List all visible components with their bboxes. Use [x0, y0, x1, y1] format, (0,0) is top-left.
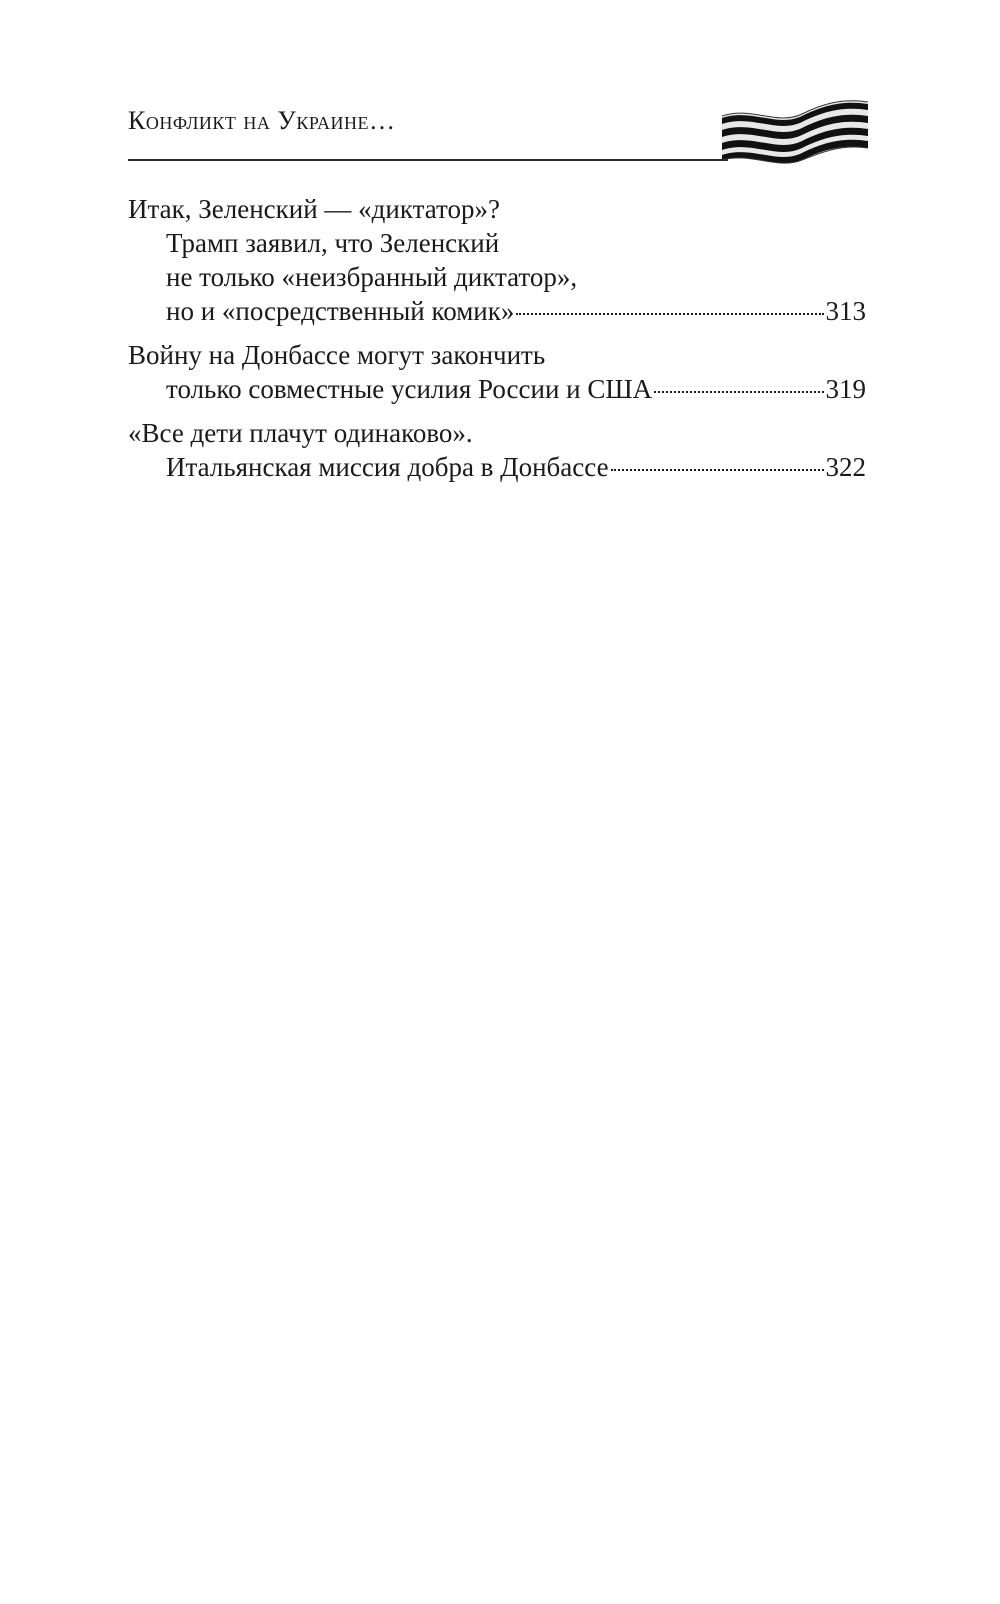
- toc-entry-last-line: [128, 372, 866, 406]
- toc-entry-last-line: [128, 294, 866, 328]
- toc-entry-last-line: [128, 450, 866, 484]
- page-number: 319: [825, 374, 866, 404]
- toc-entry-subtitle: только совместные усилия России и США: [166, 374, 653, 404]
- st-george-ribbon-icon: [722, 96, 868, 170]
- toc-entry[interactable]: [128, 416, 866, 484]
- dot-leader: [611, 469, 824, 471]
- toc-entry-subtitle: Трамп заявил, что Зеленский: [166, 228, 500, 258]
- toc-entry-subtitle: но и «посредственный комик»: [166, 296, 515, 326]
- dot-leader: [516, 313, 823, 315]
- page-number: 322: [825, 452, 866, 482]
- toc-entry-title: Итак, Зеленский — «диктатор»?: [128, 194, 500, 224]
- toc-entry-title: «Все дети плачут одинаково».: [128, 418, 473, 448]
- toc-entry[interactable]: [128, 338, 866, 406]
- toc-entry[interactable]: [128, 192, 866, 328]
- toc-entry-subtitle: не только «неизбранный диктатор»,: [166, 262, 578, 292]
- toc-entry-subtitle: Итальянская миссия добра в Донбассе: [166, 452, 609, 482]
- page-number: 313: [825, 296, 866, 326]
- toc-entry-title: Войну на Донбассе могут закончить: [128, 340, 546, 370]
- header-rule: [128, 159, 728, 161]
- table-of-contents: [128, 192, 866, 494]
- running-header-title: Конфликт на Украине…: [128, 106, 396, 135]
- dot-leader: [654, 391, 823, 393]
